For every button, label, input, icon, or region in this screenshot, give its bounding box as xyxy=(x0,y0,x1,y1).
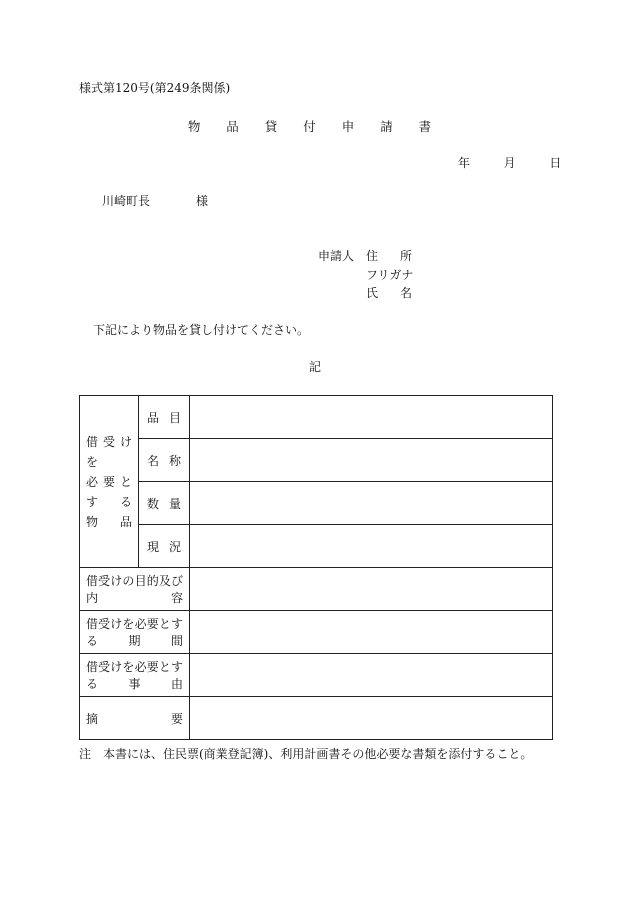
field-item-condition[interactable] xyxy=(190,525,553,568)
label-purpose: 借受けの目的及び内容 xyxy=(80,568,190,611)
addressee-name: 川崎町長 xyxy=(102,194,151,208)
applicant-label: 申請人 xyxy=(318,249,355,263)
applicant-furigana-label: フリガナ xyxy=(366,268,414,282)
label-item-condition: 現況 xyxy=(139,525,190,568)
table-row xyxy=(80,439,553,482)
label-reason: 借受けを必要とする事由 xyxy=(80,654,190,697)
document-title: 物 品 貸 付 申 請 書 xyxy=(187,119,443,134)
field-remarks[interactable] xyxy=(190,697,553,740)
items-table xyxy=(79,395,553,740)
table-row xyxy=(80,482,553,525)
label-item-name: 名称 xyxy=(139,439,190,482)
field-purpose[interactable] xyxy=(190,568,553,611)
date-month-label: 月 xyxy=(503,156,516,170)
table-row xyxy=(80,396,553,439)
addressee-honorific: 様 xyxy=(196,194,209,208)
table-row xyxy=(80,654,553,697)
date-day-label: 日 xyxy=(549,156,562,170)
ki-heading: 記 xyxy=(308,360,321,374)
table-row xyxy=(80,611,553,654)
label-item-category: 品目 xyxy=(139,396,190,439)
table-row xyxy=(80,525,553,568)
group-label-items: 借受けを 必要とする 物品 xyxy=(80,396,139,568)
form-number: 様式第120号(第249条関係) xyxy=(79,81,231,95)
date-year-label: 年 xyxy=(458,156,471,170)
addressee xyxy=(102,193,208,209)
applicant-address-label: 住所 xyxy=(366,249,412,263)
field-item-name[interactable] xyxy=(190,439,553,482)
footnote: 注 本書には、住民票(商業登記簿)、利用計画書その他必要な書類を添付すること。 xyxy=(79,747,533,761)
intro-text: 下記により物品を貸し付けてください。 xyxy=(93,323,310,337)
table-row xyxy=(80,568,553,611)
field-reason[interactable] xyxy=(190,654,553,697)
date-line xyxy=(458,155,561,171)
applicant-name-label: 氏名 xyxy=(366,286,412,300)
field-period[interactable] xyxy=(190,611,553,654)
field-item-category[interactable] xyxy=(190,396,553,439)
table-row xyxy=(80,697,553,740)
label-remarks: 摘要 xyxy=(80,697,190,740)
label-item-quantity: 数量 xyxy=(139,482,190,525)
label-period: 借受けを必要とする期間 xyxy=(80,611,190,654)
field-item-quantity[interactable] xyxy=(190,482,553,525)
